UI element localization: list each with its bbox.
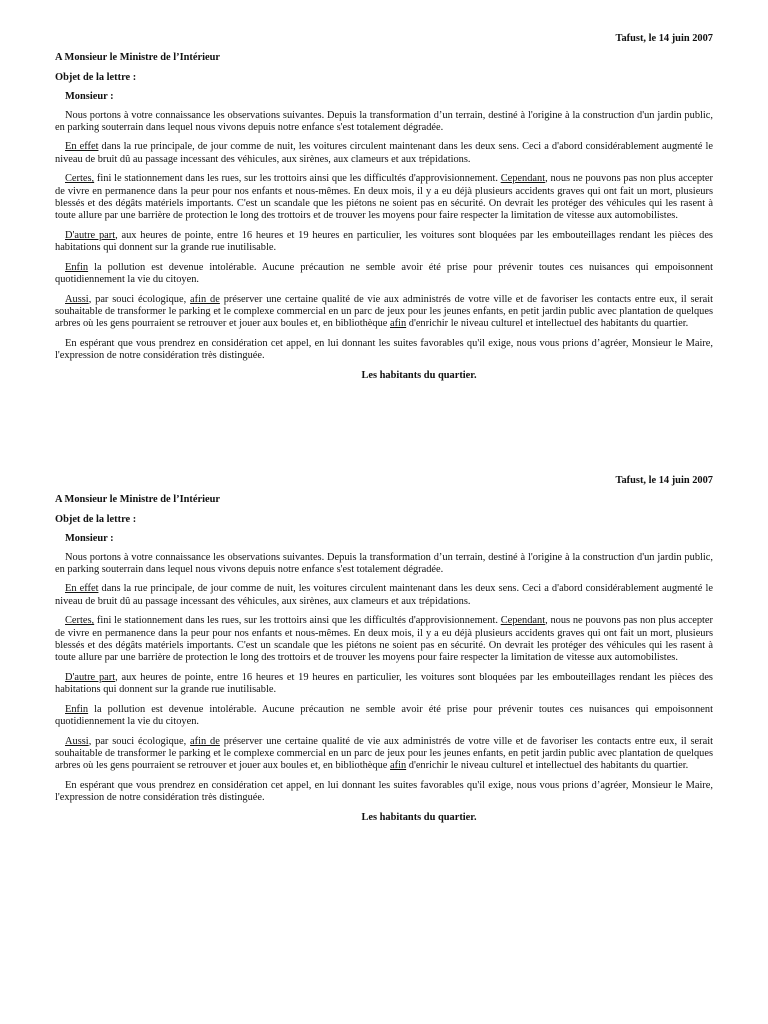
paragraph-2-text: dans la rue principale, de jour comme de nuit, les voitures circulent maintenant dans les deux sens. Ceci a d'abord considérablement augmenté le niveau de bruit dû au passage incessant des véhicules, aux sirènes, aux clameurs et aux trépidations. bbox=[55, 141, 713, 165]
connector-certes: Certes, bbox=[65, 173, 95, 185]
connector-afin: afin bbox=[390, 760, 407, 772]
letter-salutation: Monsieur : bbox=[65, 533, 114, 545]
paragraph-2-text: dans la rue principale, de jour comme de nuit, les voitures circulent maintenant dans les deux sens. Ceci a d'abord considérablement augmenté le niveau de bruit dû au passage incessant des véhicules, aux sirènes, aux clameurs et aux trépidations. bbox=[55, 583, 713, 607]
paragraph-1-text: Nous portons à votre connaissance les observations suivantes. Depuis la transformation d’un terrain, destiné à l'origine à la construction d'un jardin public, en parking souterrain dans lequel nous vivons depuis notre enfance s'est totalement dégradée. bbox=[55, 109, 713, 134]
paragraph-6-text-c: d'enrichir le niveau culturel et intellectuel des habitants du quartier. bbox=[406, 318, 689, 330]
connector-certes: Certes, bbox=[65, 615, 95, 627]
letter-subject: Objet de la lettre : bbox=[55, 513, 137, 525]
paragraph-4 bbox=[55, 672, 713, 697]
paragraph-5-text: la pollution est devenue intolérable. Aucune précaution ne semble avoir été prise pour prévenir toutes ces nuisances qui empoisonnent quotidiennement la vie du citoyen. bbox=[55, 261, 713, 286]
paragraph-5 bbox=[55, 704, 713, 729]
paragraph-6-text-a: , par souci écologique, bbox=[88, 293, 187, 305]
connector-aussi: Aussi bbox=[65, 735, 89, 747]
paragraph-3 bbox=[55, 615, 713, 665]
paragraph-2 bbox=[55, 141, 713, 166]
paragraph-5-text: la pollution est devenue intolérable. Aucune précaution ne semble avoir été prise pour prévenir toutes ces nuisances qui empoisonnent quotidiennement la vie du citoyen. bbox=[55, 703, 713, 728]
paragraph-4-text: , aux heures de pointe, entre 16 heures et 19 heures en particulier, les voitures sont bloquées par les embouteillages rendant les pièces des habitations qui donnent sur la grande rue inutilisable. bbox=[55, 229, 713, 254]
paragraph-3-text-a: fini le stationnement dans les rues, sur les trottoirs ainsi que les difficultés d'approvisionnement. bbox=[94, 615, 501, 627]
connector-afin-de: afin de bbox=[190, 293, 220, 305]
paragraph-4-text: , aux heures de pointe, entre 16 heures et 19 heures en particulier, les voitures sont bloquées par les embouteillages rendant les pièces des habitations qui donnent sur la grande rue inutilisable. bbox=[55, 671, 713, 696]
paragraph-3-text-a: fini le stationnement dans les rues, sur les trottoirs ainsi que les difficultés d'approvisionnement. bbox=[94, 173, 501, 185]
paragraph-6-text-c: d'enrichir le niveau culturel et intellectuel des habitants du quartier. bbox=[406, 760, 689, 772]
connector-en-effet: En effet bbox=[65, 583, 99, 595]
paragraph-3-text-b: , nous ne pouvons pas non plus accepter de vivre en permanence dans la peur pour nos enfants et nous-mêmes. En deux mois, il y a eu déjà plusieurs accidents graves qui ont fait un mort, plusieurs blessés et des dégâts matériels importants. C'est un scandale que les piétons ne soient pas en sécurité. On devrait les protéger des véhicules qui les rasent à toute allure par une barrière de protection le long des trottoirs et de trouver les moyens pour faire respecter la limitation de vitesse aux automobilistes. bbox=[55, 615, 713, 664]
letter-subject: Objet de la lettre : bbox=[55, 71, 137, 83]
paragraph-4 bbox=[55, 230, 713, 255]
paragraph-6 bbox=[55, 294, 713, 331]
paragraph-6-text-a: , par souci écologique, bbox=[88, 735, 187, 747]
paragraph-5 bbox=[55, 262, 713, 287]
paragraph-6 bbox=[55, 736, 713, 773]
letter-date: Tafust, le 14 juin 2007 bbox=[615, 475, 713, 486]
letter-recipient: A Monsieur le Ministre de l’Intérieur bbox=[55, 494, 220, 506]
connector-en-effet: En effet bbox=[65, 141, 99, 153]
connector-enfin: Enfin bbox=[65, 261, 89, 273]
connector-dautre-part: D'autre part bbox=[65, 229, 116, 241]
connector-cependant: Cependant bbox=[500, 615, 546, 627]
paragraph-7-text: En espérant que vous prendrez en considération cet appel, en lui donnant les suites favorables qu'il exige, nous vous prions d’agréer, Monsieur le Maire, l'expression de notre considération très distinguée. bbox=[55, 337, 713, 362]
paragraph-1 bbox=[55, 552, 713, 577]
connector-afin: afin bbox=[390, 318, 407, 330]
connector-cependant: Cependant bbox=[500, 173, 546, 185]
letter-salutation: Monsieur : bbox=[65, 91, 114, 103]
paragraph-6-text-b: préserver une certaine qualité de vie aux administrés de votre ville et de favoriser les contacts entre eux, il serait souhaitable de transformer le parking et le complexe commercial en un parc de jeux pour les jeunes enfants, en petit jardin public avec plantation de quelques arbres où les gens pourraient se retrouver et jouer aux boules et, en bibliothèque bbox=[55, 293, 713, 330]
paragraph-7 bbox=[55, 338, 713, 363]
letter-2 bbox=[55, 475, 713, 824]
letter-signature: Les habitants du quartier. bbox=[361, 811, 477, 823]
paragraph-7-text: En espérant que vous prendrez en considération cet appel, en lui donnant les suites favorables qu'il exige, nous vous prions d’agréer, Monsieur le Maire, l'expression de notre considération très distinguée. bbox=[55, 779, 713, 804]
paragraph-1-text: Nous portons à votre connaissance les observations suivantes. Depuis la transformation d’un terrain, destiné à l'origine à la construction d'un jardin public, en parking souterrain dans lequel nous vivons depuis notre enfance s'est totalement dégradée. bbox=[55, 551, 713, 576]
paragraph-3-text-b: , nous ne pouvons pas non plus accepter de vivre en permanence dans la peur pour nos enfants et nous-mêmes. En deux mois, il y a eu déjà plusieurs accidents graves qui ont fait un mort, plusieurs blessés et des dégâts matériels importants. C'est un scandale que les piétons ne soient pas en sécurité. On devrait les protéger des véhicules qui les rasent à toute allure par une barrière de protection le long des trottoirs et de trouver les moyens pour faire respecter la limitation de vitesse aux automobilistes. bbox=[55, 173, 713, 222]
paragraph-1 bbox=[55, 110, 713, 135]
connector-aussi: Aussi bbox=[65, 293, 89, 305]
connector-afin-de: afin de bbox=[190, 735, 220, 747]
letter-signature: Les habitants du quartier. bbox=[361, 369, 477, 381]
connector-dautre-part: D'autre part bbox=[65, 671, 116, 683]
paragraph-3 bbox=[55, 173, 713, 223]
letter-recipient: A Monsieur le Ministre de l’Intérieur bbox=[55, 52, 220, 64]
connector-enfin: Enfin bbox=[65, 703, 89, 715]
paragraph-7 bbox=[55, 780, 713, 805]
letter-date: Tafust, le 14 juin 2007 bbox=[615, 33, 713, 44]
paragraph-2 bbox=[55, 583, 713, 608]
letter-1 bbox=[55, 33, 713, 382]
paragraph-6-text-b: préserver une certaine qualité de vie aux administrés de votre ville et de favoriser les contacts entre eux, il serait souhaitable de transformer le parking et le complexe commercial en un parc de jeux pour les jeunes enfants, en petit jardin public avec plantation de quelques arbres où les gens pourraient se retrouver et jouer aux boules et, en bibliothèque bbox=[55, 735, 713, 772]
